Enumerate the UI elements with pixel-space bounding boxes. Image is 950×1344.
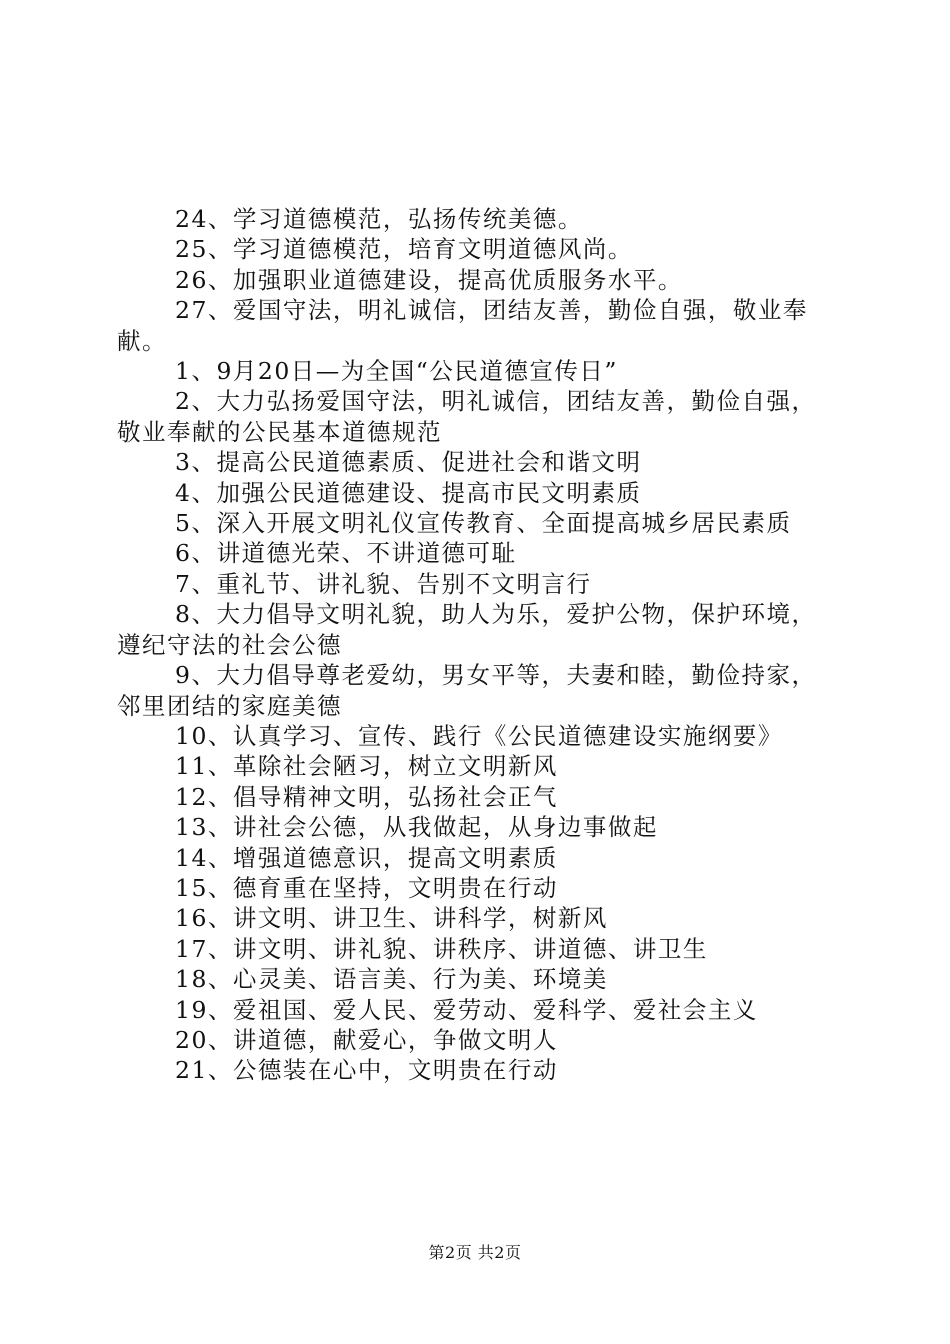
- paragraph: 1、9月20日—为全国“公民道德宣传日”: [175, 357, 618, 386]
- paragraph: 6、讲道德光荣、不讲道德可耻: [175, 539, 517, 568]
- paragraph: 26、加强职业道德建设，提高优质服务水平。: [175, 265, 683, 294]
- paragraph: 13、讲社会公德，从我做起，从身边事做起: [175, 813, 658, 842]
- paragraph: 24、学习道德模范，弘扬传统美德。: [175, 205, 583, 233]
- paragraph: 10、认真学习、宣传、践行《公民道德建设实施纲要》: [175, 721, 783, 750]
- paragraph: 12、倡导精神文明，弘扬社会正气: [175, 782, 558, 811]
- paragraph: 27、爱国守法，明礼诚信，团结友善，勤俭自强，敬业奉献。: [117, 296, 808, 355]
- paragraph: 11、革除社会陋习，树立文明新风: [175, 752, 558, 781]
- paragraph: 17、讲文明、讲礼貌、讲秩序、讲道德、讲卫生: [175, 934, 708, 963]
- paragraph: 8、大力倡导文明礼貌，助人为乐，爱护公物，保护环境，遵纪守法的社会公德: [117, 600, 817, 659]
- paragraph: 2、大力弘扬爱国守法，明礼诚信，团结友善，勤俭自强，敬业奉献的公民基本道德规范: [117, 387, 817, 446]
- paragraph: 3、提高公民道德素质、促进社会和谐文明: [175, 448, 642, 477]
- document-body: [117, 204, 832, 1086]
- paragraph: 19、爱祖国、爱人民、爱劳动、爱科学、爱社会主义: [175, 995, 758, 1024]
- paragraph: 14、增强道德意识，提高文明素质: [175, 843, 558, 872]
- paragraph: 20、讲道德，献爱心，争做文明人: [175, 1025, 558, 1054]
- paragraph: 16、讲文明、讲卫生、讲科学，树新风: [175, 904, 608, 933]
- paragraph: 15、德育重在坚持，文明贵在行动: [175, 873, 558, 902]
- paragraph: 4、加强公民道德建设、提高市民文明素质: [175, 478, 642, 507]
- paragraph: 9、大力倡导尊老爱幼，男女平等，夫妻和睦，勤俭持家，邻里团结的家庭美德: [117, 661, 817, 720]
- paragraph: 5、深入开展文明礼仪宣传教育、全面提高城乡居民素质: [175, 509, 792, 538]
- paragraph: 7、重礼节、讲礼貌、告别不文明言行: [175, 569, 592, 598]
- paragraph: 25、学习道德模范，培育文明道德风尚。: [175, 235, 633, 264]
- page-number-footer: 第2页 共2页: [428, 1243, 522, 1262]
- paragraph: 18、心灵美、语言美、行为美、环境美: [175, 965, 608, 994]
- paragraph: 21、公德装在心中，文明贵在行动: [175, 1056, 558, 1085]
